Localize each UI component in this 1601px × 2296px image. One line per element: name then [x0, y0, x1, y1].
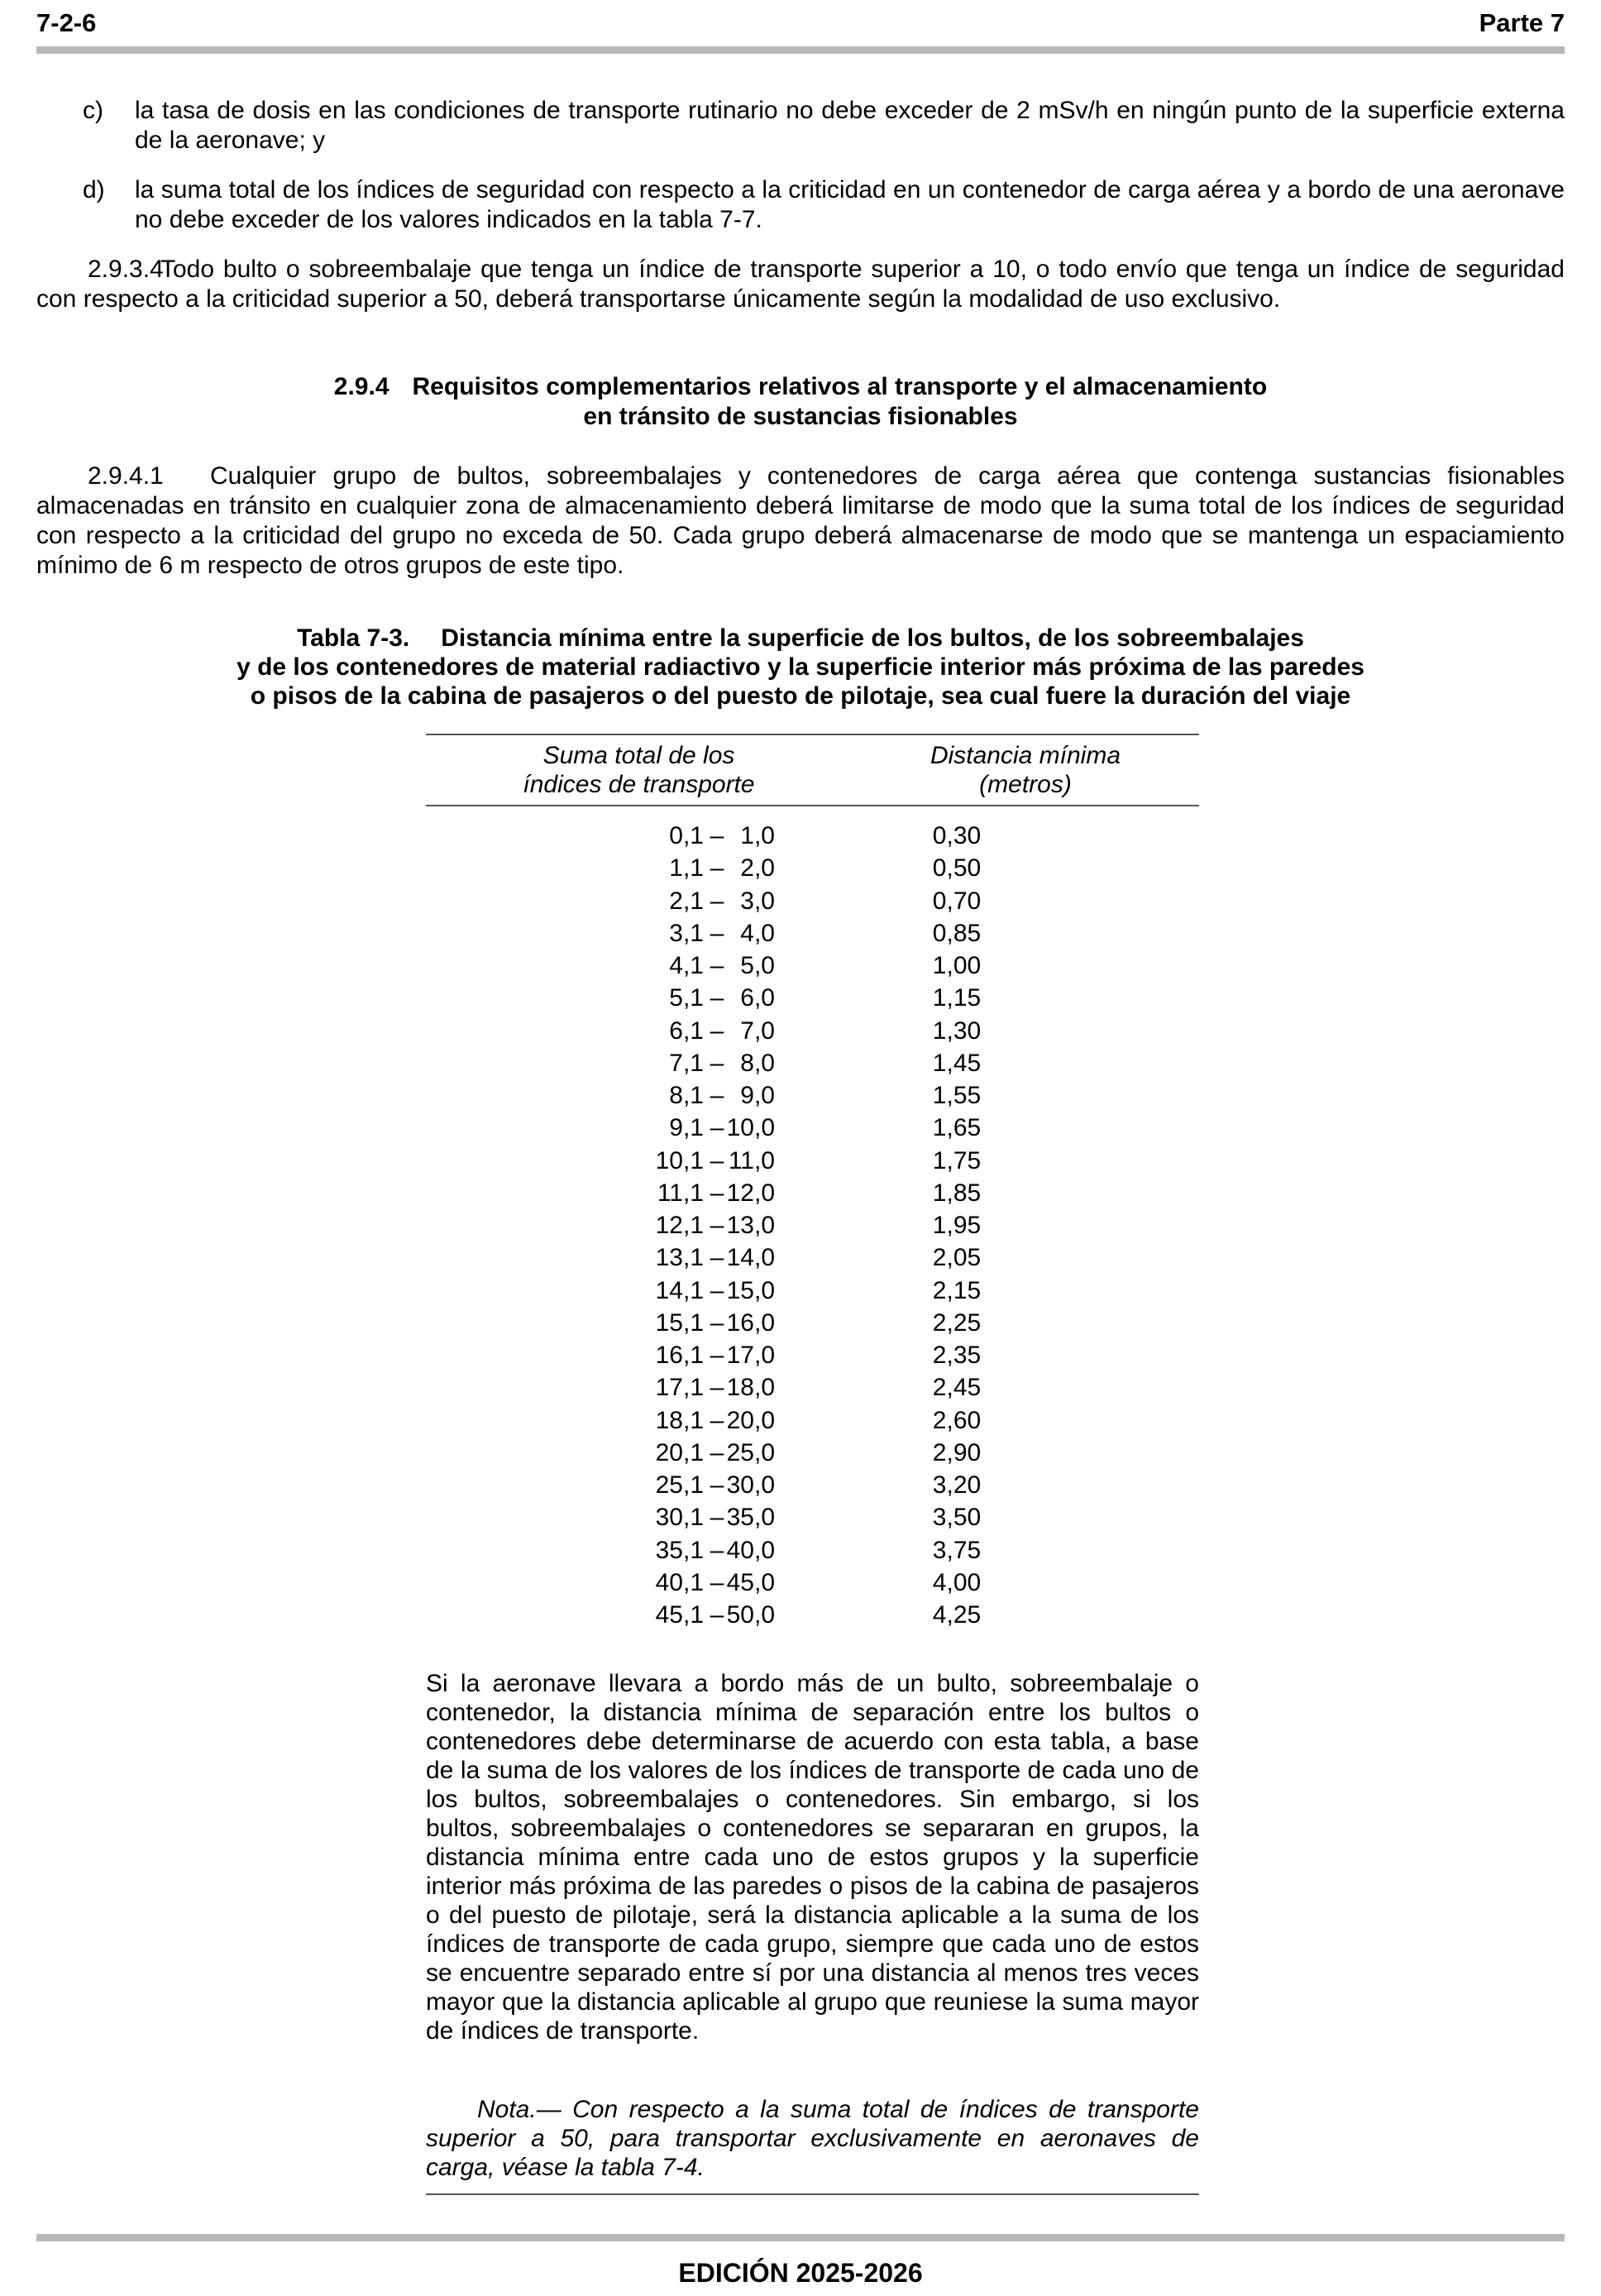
range-dash: –: [710, 1179, 724, 1207]
index-range-from: 4,1: [669, 952, 704, 979]
index-range-from: 6,1: [669, 1016, 704, 1045]
range-dash: –: [710, 1082, 724, 1109]
section-title-line1: Requisitos complementarios relativos al transporte y el almacenamiento: [412, 373, 1268, 400]
index-range-to: 4,0: [740, 919, 775, 947]
min-distance-value: 4,00: [932, 1568, 982, 1596]
table-row: [426, 1404, 1199, 1437]
min-distance-value: 4,25: [932, 1601, 982, 1629]
min-distance-value: 3,50: [932, 1504, 982, 1532]
min-distance-value: 2,45: [932, 1374, 982, 1402]
table-row: [426, 1145, 1199, 1177]
min-distance-value: 1,75: [932, 1146, 982, 1174]
table-number: Tabla 7-3.: [297, 624, 410, 652]
table-row: [426, 1177, 1199, 1209]
index-range-from: 10,1: [655, 1146, 704, 1174]
min-distance-value: 1,30: [932, 1016, 982, 1045]
index-range-to: 18,0: [726, 1374, 775, 1402]
index-range-from: 14,1: [655, 1276, 704, 1304]
range-dash: –: [710, 1438, 724, 1466]
range-dash: –: [710, 1374, 724, 1402]
column-header-min-distance: [877, 741, 1174, 799]
range-dash: –: [710, 1536, 724, 1564]
table-row: [426, 1112, 1199, 1144]
table-title-line1: Distancia mínima entre la superficie de los bultos, de los sobreembalajes: [441, 624, 1304, 652]
table-row: [426, 1437, 1199, 1469]
range-dash: –: [710, 1146, 724, 1174]
index-range-from: 15,1: [655, 1308, 704, 1337]
min-distance-value: 2,25: [932, 1308, 982, 1337]
min-distance-value: 2,90: [932, 1438, 982, 1466]
column-header-transport-index: [426, 741, 852, 799]
table-row: [426, 982, 1199, 1014]
index-range-to: 7,0: [740, 1016, 775, 1045]
column-header-line: (metros): [979, 771, 1072, 798]
table-explanation: Si la aeronave llevara a bordo más de un bulto, sobreembalaje o contenedor, la distancia mínima de separación entre los bultos o contenedores debe determinarse de acuerdo con esta tabla, a base de la suma de los valores de los índices de transporte de cada uno de los bultos, sobreembalajes o contenedores. Sin embargo, si los bultos, sobreembalajes o contenedores se separaran en grupos, la distancia mínima entre cada uno de estos grupos y la superficie interior más próxima de las paredes o pisos de la cabina de pasajeros o del puesto de pilotaje, será la distancia aplicable a la suma de los índices de transporte de cada grupo, siempre que cada uno de estos se encuentre separado entre sí por una distancia al menos tres veces mayor que la distancia aplicable al grupo que reuniese la suma mayor de índices de transporte.: [426, 1670, 1199, 2045]
table-row: [426, 885, 1199, 917]
table-row: [426, 1307, 1199, 1339]
list-item-c: [83, 96, 1565, 155]
column-header-line: Distancia mínima: [930, 742, 1121, 769]
range-dash: –: [710, 952, 724, 979]
min-distance-value: 2,05: [932, 1244, 982, 1272]
table-row: [426, 1241, 1199, 1274]
index-range-from: 3,1: [669, 919, 704, 947]
page-number: 7-2-6: [36, 8, 97, 37]
table-title-line2: y de los contenedores de material radiactivo y la superficie interior más próxima de las paredes: [237, 653, 1364, 681]
index-range-to: 2,0: [740, 854, 775, 883]
table-top-rule: [426, 734, 1199, 735]
min-distance-value: 0,85: [932, 919, 982, 947]
range-dash: –: [710, 1406, 724, 1434]
table-title-line3: o pisos de la cabina de pasajeros o del puesto de pilotaje, sea cual fuere la duración del viaje: [250, 682, 1351, 710]
min-distance-value: 1,45: [932, 1049, 982, 1077]
table-row: [426, 1469, 1199, 1501]
table-row: [426, 1079, 1199, 1112]
index-range-to: 35,0: [726, 1504, 775, 1532]
part-label: Parte 7: [1479, 8, 1565, 37]
min-distance-value: 1,55: [932, 1082, 982, 1109]
index-range-from: 8,1: [669, 1082, 704, 1109]
table-row: [426, 949, 1199, 982]
range-dash: –: [710, 1471, 724, 1499]
paragraph-number: 2.9.3.4: [88, 256, 164, 283]
min-distance-value: 0,70: [932, 887, 982, 915]
header-rule: [36, 46, 1565, 54]
range-dash: –: [710, 822, 724, 849]
section-number: 2.9.4: [333, 373, 389, 400]
table-note: Nota.— Con respecto a la suma total de índices de transporte superior a 50, para transportar exclusivamente en aeronaves de carga, véase la tabla 7-4.: [426, 2096, 1199, 2181]
index-range-from: 5,1: [669, 984, 704, 1012]
range-dash: –: [710, 919, 724, 947]
range-dash: –: [710, 1568, 724, 1596]
section-heading: [36, 372, 1565, 432]
index-range-to: 15,0: [726, 1276, 775, 1304]
min-distance-value: 1,65: [932, 1114, 982, 1142]
paragraph-text: Todo bulto o sobreembalaje que tenga un índice de transporte superior a 10, o todo envío que tenga un índice de seguridad con respecto a la criticidad superior a 50, deberá transportarse únicamente según la modalidad de uso exclusivo.: [36, 256, 1565, 313]
index-range-to: 1,0: [740, 822, 775, 849]
table-row: [426, 820, 1199, 852]
table-row: [426, 852, 1199, 884]
paragraph-number: 2.9.4.1: [88, 462, 164, 490]
page-header: [36, 5, 1565, 41]
index-range-to: 12,0: [726, 1179, 775, 1207]
paragraph-text: Cualquier grupo de bultos, sobreembalajes y contenedores de carga aérea que contenga sustancias fisionables almacenadas en tránsito en cualquier zona de almacenamiento deberá limitarse de modo que la suma total de los índices de seguridad con respecto a la criticidad del grupo no exceda de 50. Cada grupo deberá almacenarse de modo que se mantenga un espaciamiento mínimo de 6 m respecto de otros grupos de este tipo.: [36, 462, 1565, 579]
min-distance-value: 3,75: [932, 1536, 982, 1564]
index-range-from: 45,1: [655, 1601, 704, 1629]
index-range-from: 16,1: [655, 1342, 704, 1369]
index-range-to: 13,0: [726, 1212, 775, 1239]
index-range-from: 17,1: [655, 1374, 704, 1402]
index-range-to: 11,0: [728, 1146, 775, 1174]
table-row: [426, 1015, 1199, 1047]
section-title-line2: en tránsito de sustancias fisionables: [583, 403, 1018, 430]
index-range-from: 13,1: [655, 1244, 704, 1272]
column-header-line: Suma total de los: [542, 742, 735, 769]
footer-rule: [36, 2234, 1565, 2241]
paragraph-2-9-4-1: [36, 462, 1565, 581]
index-range-to: 5,0: [740, 952, 775, 979]
range-dash: –: [710, 854, 724, 883]
index-range-from: 40,1: [655, 1568, 704, 1596]
index-range-to: 6,0: [740, 984, 775, 1012]
range-dash: –: [710, 1114, 724, 1142]
min-distance-value: 0,30: [932, 822, 982, 849]
list-item-text: la suma total de los índices de seguridad con respecto a la criticidad en un contenedor de carga aérea y a bordo de una aeronave no debe exceder de los valores indicados en la tabla 7-7.: [135, 176, 1565, 233]
index-range-from: 1,1: [669, 854, 704, 883]
table-row: [426, 1534, 1199, 1567]
list-item-d: [83, 175, 1565, 235]
table-row: [426, 1209, 1199, 1241]
index-range-from: 35,1: [655, 1536, 704, 1564]
index-range-to: 17,0: [726, 1342, 775, 1369]
range-dash: –: [710, 1049, 724, 1077]
paragraph-2-9-3-4: [36, 255, 1565, 314]
index-range-from: 25,1: [655, 1471, 704, 1499]
table-row: [426, 1339, 1199, 1371]
index-range-to: 50,0: [726, 1601, 775, 1629]
table-row: [426, 1501, 1199, 1533]
index-range-from: 12,1: [655, 1212, 704, 1239]
table-row: [426, 1275, 1199, 1307]
index-range-to: 3,0: [740, 887, 775, 915]
index-range-to: 14,0: [726, 1244, 775, 1272]
min-distance-value: 2,35: [932, 1342, 982, 1369]
min-distance-value: 1,15: [932, 984, 982, 1012]
edition-footer: EDICIÓN 2025-2026: [678, 2258, 923, 2288]
min-distance-value: 3,20: [932, 1471, 982, 1499]
index-range-from: 11,1: [657, 1179, 704, 1207]
index-range-from: 2,1: [669, 887, 704, 915]
index-range-to: 45,0: [726, 1568, 775, 1596]
range-dash: –: [710, 1308, 724, 1337]
range-dash: –: [710, 984, 724, 1012]
range-dash: –: [710, 887, 724, 915]
index-range-to: 30,0: [726, 1471, 775, 1499]
range-dash: –: [710, 1212, 724, 1239]
list-marker: c): [83, 97, 103, 124]
table-row: [426, 1599, 1199, 1631]
list-item-text: la tasa de dosis en las condiciones de transporte rutinario no debe exceder de 2 mSv/h en ningún punto de la superficie externa de la aeronave; y: [135, 97, 1565, 154]
min-distance-value: 2,15: [932, 1276, 982, 1304]
min-distance-value: 1,95: [932, 1212, 982, 1239]
range-dash: –: [710, 1504, 724, 1532]
index-range-to: 40,0: [726, 1536, 775, 1564]
range-dash: –: [710, 1016, 724, 1045]
index-range-to: 9,0: [740, 1082, 775, 1109]
table-title: [36, 624, 1565, 710]
range-dash: –: [710, 1342, 724, 1369]
table-row: [426, 1371, 1199, 1404]
index-range-from: 7,1: [669, 1049, 704, 1077]
table-row: [426, 917, 1199, 949]
index-range-to: 25,0: [726, 1438, 775, 1466]
table-row: [426, 1047, 1199, 1079]
index-range-to: 20,0: [726, 1406, 775, 1434]
index-range-from: 9,1: [669, 1114, 704, 1142]
range-dash: –: [710, 1601, 724, 1629]
range-dash: –: [710, 1244, 724, 1272]
index-range-from: 18,1: [655, 1406, 704, 1434]
min-distance-value: 1,85: [932, 1179, 982, 1207]
column-header-line: índices de transporte: [523, 771, 755, 798]
index-range-from: 20,1: [655, 1438, 704, 1466]
range-dash: –: [710, 1276, 724, 1304]
table-header-rule: [426, 805, 1199, 806]
index-range-from: 30,1: [655, 1504, 704, 1532]
min-distance-value: 1,00: [932, 952, 982, 979]
table-row: [426, 1567, 1199, 1599]
min-distance-value: 2,60: [932, 1406, 982, 1434]
index-range-from: 0,1: [669, 822, 704, 849]
table-bottom-rule: [426, 2193, 1199, 2195]
index-range-to: 16,0: [726, 1308, 775, 1337]
min-distance-value: 0,50: [932, 854, 982, 883]
list-marker: d): [83, 176, 105, 203]
index-range-to: 10,0: [726, 1114, 775, 1142]
index-range-to: 8,0: [740, 1049, 775, 1077]
